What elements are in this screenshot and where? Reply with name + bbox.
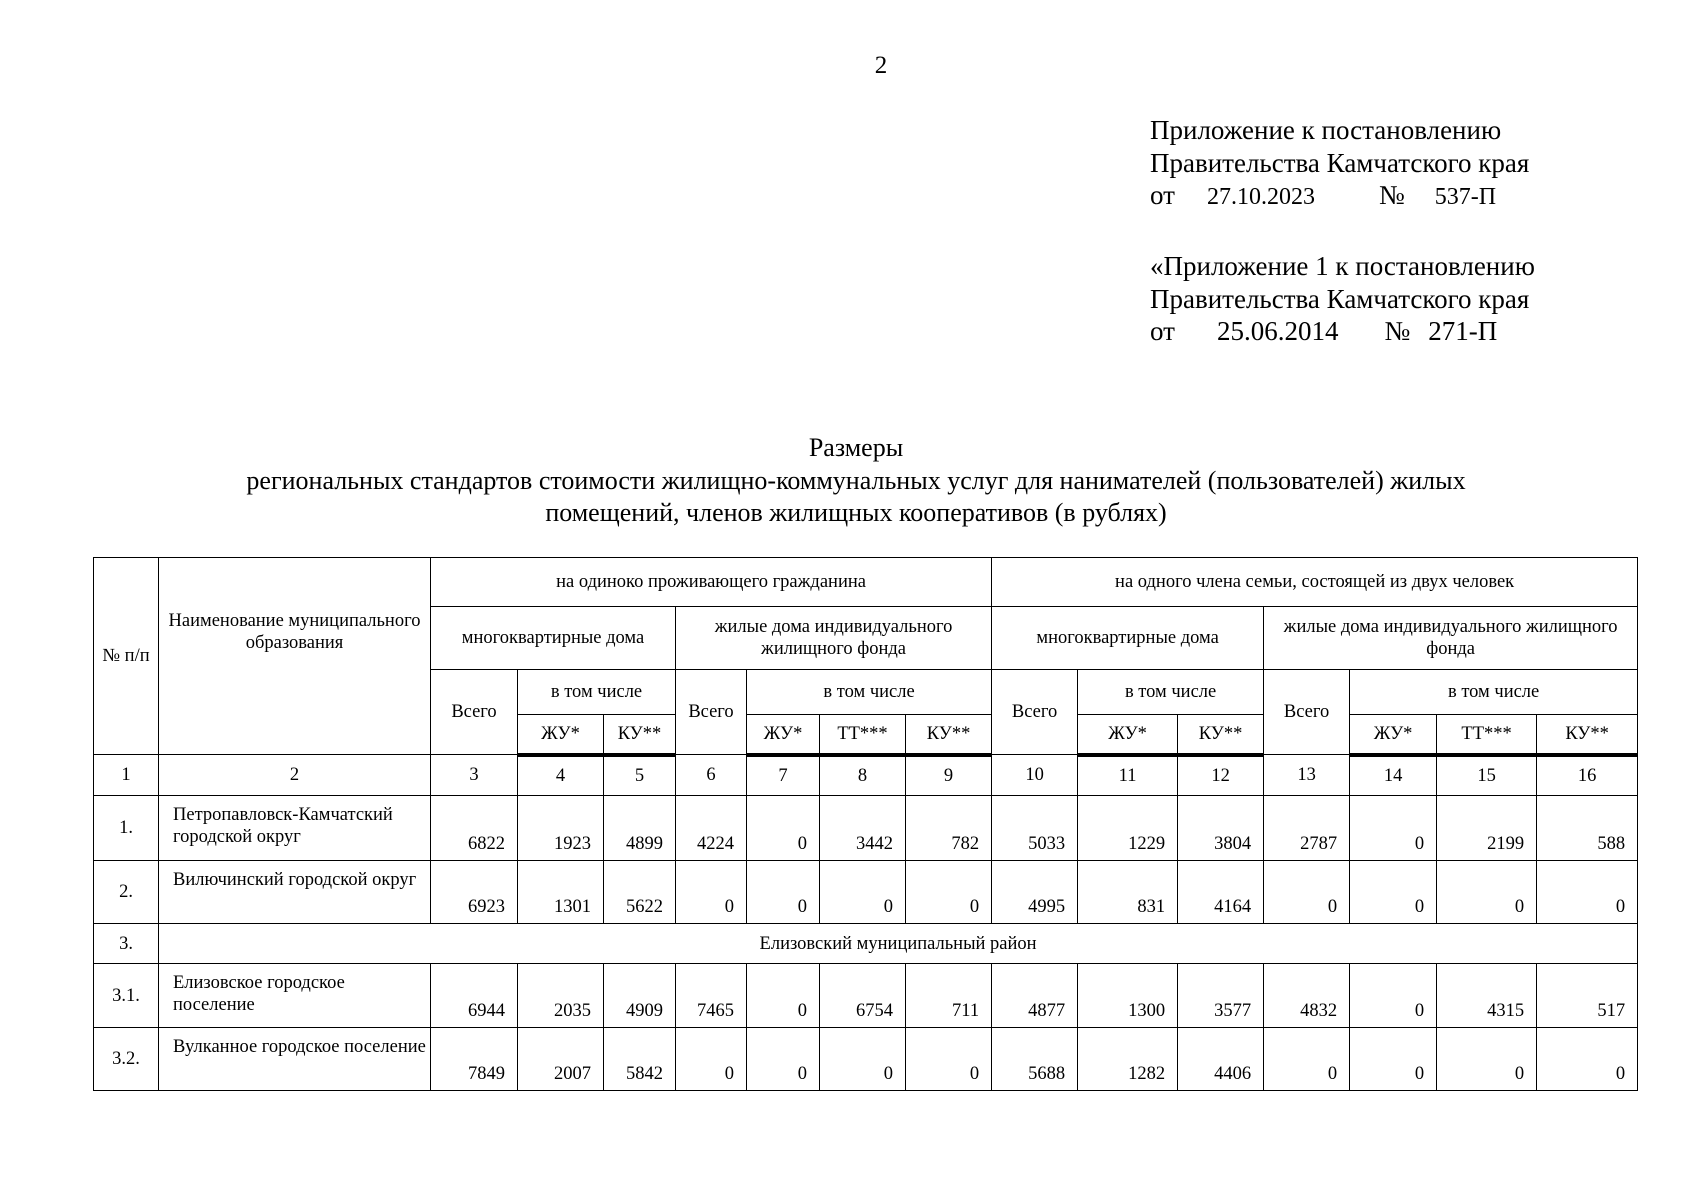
from-label: от [1150, 180, 1175, 210]
cell-value: 0 [1437, 861, 1537, 924]
header-including: в том числе [518, 670, 676, 715]
appendix-original-line3 [1150, 315, 1535, 348]
header-zhu: ЖУ* [1350, 715, 1437, 755]
title-line2: региональных стандартов стоимости жилищно-коммунальных услуг для нанимателей (пользователей) жилых [246, 465, 1466, 495]
number-sign: № [1384, 316, 1411, 346]
header-num: № п/п [94, 558, 159, 755]
cell-value: 0 [747, 796, 820, 861]
column-numbers-row [94, 755, 1638, 796]
page-number: 2 [874, 52, 888, 79]
cell-value: 0 [1350, 964, 1437, 1028]
resolution-number: 537-П [1434, 184, 1497, 210]
appendix-original [1150, 250, 1535, 348]
cell-value: 517 [1537, 964, 1638, 1028]
column-number: 7 [747, 755, 820, 796]
cell-value: 4224 [676, 796, 747, 861]
cell-value: 0 [1350, 861, 1437, 924]
cell-value: 4899 [604, 796, 676, 861]
header-apartment-single: многоквартирные дома [431, 607, 676, 670]
header-name: Наименование муниципального образования [159, 558, 431, 755]
row-index: 3.2. [94, 1028, 159, 1091]
row-index: 1. [94, 796, 159, 861]
appendix-current [1150, 114, 1529, 214]
resolution-number: 271-П [1428, 316, 1498, 346]
column-number: 5 [604, 755, 676, 796]
cell-value: 0 [906, 861, 992, 924]
cell-value: 4995 [992, 861, 1078, 924]
cell-value: 0 [676, 861, 747, 924]
cell-value: 782 [906, 796, 992, 861]
header-ku: КУ** [906, 715, 992, 755]
header-zhu: ЖУ* [1078, 715, 1178, 755]
cell-value: 0 [1350, 796, 1437, 861]
cell-value: 0 [1264, 1028, 1350, 1091]
cell-value: 0 [1537, 861, 1638, 924]
column-number: 4 [518, 755, 604, 796]
cell-value: 5622 [604, 861, 676, 924]
row-name: Вулканное городское поселение [159, 1028, 431, 1091]
column-number: 1 [94, 755, 159, 796]
cell-value: 0 [1350, 1028, 1437, 1091]
cell-value: 3442 [820, 796, 906, 861]
table-row [94, 861, 1638, 924]
header-ku: КУ** [1178, 715, 1264, 755]
title-line1: Размеры [808, 433, 904, 462]
cell-value: 1300 [1078, 964, 1178, 1028]
appendix-current-line3 [1150, 179, 1529, 214]
column-number: 6 [676, 755, 747, 796]
appendix-original-line2: Правительства Камчатского края [1150, 283, 1530, 314]
cell-value: 0 [1537, 1028, 1638, 1091]
cell-value: 4909 [604, 964, 676, 1028]
cell-value: 6754 [820, 964, 906, 1028]
cell-value: 5033 [992, 796, 1078, 861]
row-index: 2. [94, 861, 159, 924]
cell-value: 1282 [1078, 1028, 1178, 1091]
column-number: 10 [992, 755, 1078, 796]
appendix-current-line2: Правительства Камчатского края [1150, 147, 1530, 178]
cell-value: 4315 [1437, 964, 1537, 1028]
header-total: Всего [992, 670, 1078, 755]
column-number: 14 [1350, 755, 1437, 796]
header-apartment-family: многоквартирные дома [992, 607, 1264, 670]
header-individual-single: жилые дома индивидуального жилищного фонда [676, 607, 992, 670]
row-name: Елизовское городское поселение [159, 964, 431, 1028]
cell-value: 0 [1437, 1028, 1537, 1091]
cell-value: 3804 [1178, 796, 1264, 861]
cell-value: 5842 [604, 1028, 676, 1091]
cell-value: 0 [747, 861, 820, 924]
cell-value: 711 [906, 964, 992, 1028]
cell-value: 2199 [1437, 796, 1537, 861]
header-group-family: на одного члена семьи, состоящей из двух человек [992, 558, 1638, 607]
cell-value: 5688 [992, 1028, 1078, 1091]
column-number: 12 [1178, 755, 1264, 796]
cell-value: 2035 [518, 964, 604, 1028]
header-ku: КУ** [604, 715, 676, 755]
cell-value: 3577 [1178, 964, 1264, 1028]
cell-value: 6944 [431, 964, 518, 1028]
header-total: Всего [676, 670, 747, 755]
table-row [94, 964, 1638, 1028]
header-including: в том числе [1350, 670, 1638, 715]
table-row [94, 1028, 1638, 1091]
cell-value: 4877 [992, 964, 1078, 1028]
number-sign: № [1378, 180, 1405, 210]
cell-value: 0 [906, 1028, 992, 1091]
cell-value: 1229 [1078, 796, 1178, 861]
header-total: Всего [1264, 670, 1350, 755]
district-name: Елизовский муниципальный район [159, 924, 1638, 964]
cell-value: 4832 [1264, 964, 1350, 1028]
header-including: в том числе [1078, 670, 1264, 715]
column-number: 16 [1537, 755, 1638, 796]
cell-value: 0 [747, 964, 820, 1028]
header-group-single: на одиноко проживающего гражданина [431, 558, 992, 607]
cell-value: 1923 [518, 796, 604, 861]
cell-value: 4406 [1178, 1028, 1264, 1091]
district-row [94, 924, 1638, 964]
resolution-date: 27.10.2023 [1206, 184, 1315, 210]
row-name: Петропавловск-Камчатский городской округ [159, 796, 431, 861]
rates-table [93, 557, 1638, 1091]
column-number: 11 [1078, 755, 1178, 796]
appendix-current-line1: Приложение к постановлению [1150, 115, 1502, 145]
cell-value: 4164 [1178, 861, 1264, 924]
cell-value: 831 [1078, 861, 1178, 924]
column-number: 2 [159, 755, 431, 796]
header-zhu: ЖУ* [518, 715, 604, 755]
cell-value: 0 [820, 1028, 906, 1091]
appendix-original-line1: «Приложение 1 к постановлению [1150, 251, 1535, 281]
cell-value: 6923 [431, 861, 518, 924]
cell-value: 2787 [1264, 796, 1350, 861]
cell-value: 1301 [518, 861, 604, 924]
column-number: 15 [1437, 755, 1537, 796]
cell-value: 2007 [518, 1028, 604, 1091]
cell-value: 0 [1264, 861, 1350, 924]
column-number: 8 [820, 755, 906, 796]
cell-value: 7465 [676, 964, 747, 1028]
cell-value: 7849 [431, 1028, 518, 1091]
header-including: в том числе [747, 670, 992, 715]
cell-value: 0 [820, 861, 906, 924]
from-label: от [1150, 316, 1175, 346]
header-tt: ТТ*** [820, 715, 906, 755]
column-number: 13 [1264, 755, 1350, 796]
resolution-date: 25.06.2014 [1216, 316, 1339, 346]
column-number: 9 [906, 755, 992, 796]
table-row [94, 796, 1638, 861]
column-number: 3 [431, 755, 518, 796]
cell-value: 6822 [431, 796, 518, 861]
row-index: 3.1. [94, 964, 159, 1028]
cell-value: 0 [676, 1028, 747, 1091]
header-individual-family: жилые дома индивидуального жилищного фонда [1264, 607, 1638, 670]
row-name: Вилючинский городской округ [159, 861, 431, 924]
header-tt: ТТ*** [1437, 715, 1537, 755]
cell-value: 0 [747, 1028, 820, 1091]
cell-value: 588 [1537, 796, 1638, 861]
title-line3: помещений, членов жилищных кооперативов (в рублях) [545, 498, 1167, 527]
header-total: Всего [431, 670, 518, 755]
header-ku: КУ** [1537, 715, 1638, 755]
header-zhu: ЖУ* [747, 715, 820, 755]
document-title [0, 432, 1697, 530]
row-index: 3. [94, 924, 159, 964]
